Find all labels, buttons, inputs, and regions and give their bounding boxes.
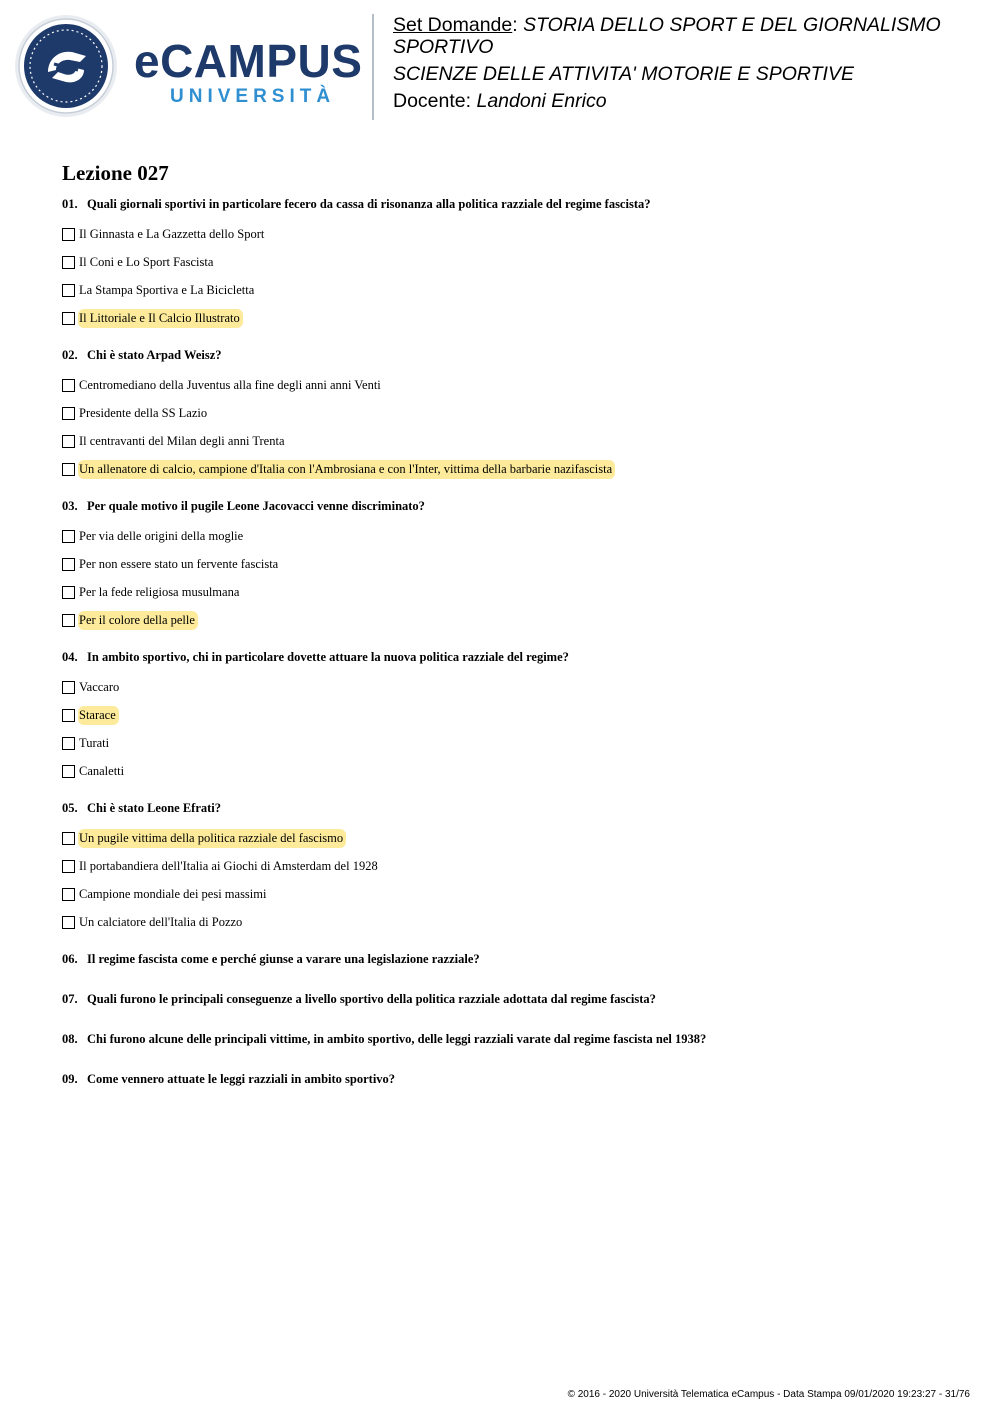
question-text: 05. Chi è stato Leone Efrati? (62, 801, 222, 815)
set-domande-line: Set Domande: STORIA DELLO SPORT E DEL GIORNALISMO SPORTIVO (393, 14, 941, 58)
option-label: Turati (79, 735, 110, 750)
checkbox[interactable] (62, 228, 75, 241)
option-label: Centromediano della Juventus alla fine degli anni anni Venti (79, 377, 381, 392)
question-04 (62, 647, 962, 785)
checkbox[interactable] (62, 558, 75, 571)
checkbox[interactable] (62, 256, 75, 269)
course-line (393, 63, 983, 85)
option-label: Per via delle origini della moglie (79, 528, 244, 543)
question-text: 01. Quali giornali sportivi in particolare fecero da cassa di risonanza alla politica razziale del regime fascista? (62, 197, 651, 211)
option-label: Il portabandiera dell'Italia ai Giochi di Amsterdam del 1928 (79, 858, 378, 873)
answer-option-correct[interactable] (62, 304, 962, 332)
page-footer: © 2016 - 2020 Università Telematica eCampus - Data Stampa 09/01/2020 19:23:27 - 31/76 (567, 1389, 970, 1400)
checkbox[interactable] (62, 832, 75, 845)
question-text: 04. In ambito sportivo, chi in particolare dovette attuare la nuova politica razziale del regime? (62, 650, 569, 664)
course-name: SCIENZE DELLE ATTIVITA' MOTORIE E SPORTIVE (393, 63, 854, 85)
question-text: 02. Chi è stato Arpad Weisz? (62, 348, 222, 362)
checkbox[interactable] (62, 407, 75, 420)
docente-line (393, 90, 983, 112)
open-question-06: 06. Il regime fascista come e perché giunse a varare una legislazione razziale? (62, 952, 480, 966)
option-label: Per non essere stato un fervente fascista (79, 556, 279, 571)
docente-label: Docente: (393, 90, 472, 112)
checkbox[interactable] (62, 284, 75, 297)
checkbox[interactable] (62, 586, 75, 599)
checkbox[interactable] (62, 312, 75, 325)
answer-option[interactable] (62, 220, 962, 248)
question-01 (62, 194, 962, 332)
answer-option-correct[interactable] (62, 455, 962, 483)
option-label: Campione mondiale dei pesi massimi (79, 886, 267, 901)
option-label: Presidente della SS Lazio (79, 405, 208, 420)
answer-option[interactable] (62, 729, 962, 757)
question-05 (62, 798, 962, 936)
answer-option[interactable] (62, 757, 962, 785)
lesson-title: Lezione 027 (62, 161, 169, 185)
answer-option[interactable] (62, 550, 962, 578)
answer-option[interactable] (62, 852, 962, 880)
option-label: Per la fede religiosa musulmana (79, 584, 240, 599)
checkbox[interactable] (62, 860, 75, 873)
option-label: Il Ginnasta e La Gazzetta dello Sport (79, 226, 265, 241)
answer-option[interactable] (62, 880, 962, 908)
ecampus-logo (14, 14, 363, 118)
checkbox[interactable] (62, 765, 75, 778)
set-label: Set Domande (393, 14, 513, 36)
answer-option-correct[interactable] (62, 701, 962, 729)
ecampus-wordmark (134, 35, 363, 108)
docente-name: Landoni Enrico (476, 90, 607, 112)
checkbox[interactable] (62, 614, 75, 627)
header-info (393, 14, 983, 117)
option-label: La Stampa Sportiva e La Bicicletta (79, 282, 255, 297)
answer-option[interactable] (62, 427, 962, 455)
answer-option[interactable] (62, 276, 962, 304)
checkbox[interactable] (62, 737, 75, 750)
option-label-highlighted: Starace (78, 706, 119, 725)
option-label-highlighted: Il Littoriale e Il Calcio Illustrato (78, 309, 243, 328)
header-divider (372, 14, 374, 120)
question-03 (62, 496, 962, 634)
option-label: Vaccaro (79, 679, 120, 694)
answer-option[interactable] (62, 578, 962, 606)
checkbox[interactable] (62, 888, 75, 901)
answer-option[interactable] (62, 673, 962, 701)
checkbox[interactable] (62, 709, 75, 722)
option-label: Un calciatore dell'Italia di Pozzo (79, 914, 243, 929)
set-title-line1: STORIA DELLO SPORT E DEL GIORNALISMO (523, 14, 941, 36)
option-label-highlighted: Per il colore della pelle (78, 611, 198, 630)
question-text: 03. Per quale motivo il pugile Leone Jacovacci venne discriminato? (62, 499, 425, 513)
logo-sub: UNIVERSITÀ (170, 86, 336, 107)
set-title-line2: SPORTIVO (393, 36, 494, 58)
answer-option-correct[interactable] (62, 606, 962, 634)
open-question-09: 09. Come vennero attuate le leggi razziali in ambito sportivo? (62, 1072, 396, 1086)
checkbox[interactable] (62, 681, 75, 694)
checkbox[interactable] (62, 916, 75, 929)
option-label-highlighted: Un allenatore di calcio, campione d'Italia con l'Ambrosiana e con l'Inter, vittima della barbarie nazifascista (78, 460, 615, 479)
answer-option[interactable] (62, 399, 962, 427)
answer-option[interactable] (62, 371, 962, 399)
checkbox[interactable] (62, 379, 75, 392)
checkbox[interactable] (62, 530, 75, 543)
answer-option[interactable] (62, 522, 962, 550)
answer-option[interactable] (62, 248, 962, 276)
answer-option[interactable] (62, 908, 962, 936)
question-02 (62, 345, 962, 483)
answer-option-correct[interactable] (62, 824, 962, 852)
option-label: Canaletti (79, 763, 125, 778)
open-question-07: 07. Quali furono le principali conseguenze a livello sportivo della politica razziale adottata dal regime fascista? (62, 992, 656, 1006)
option-label: Il centravanti del Milan degli anni Trenta (79, 433, 285, 448)
ecampus-seal-icon (14, 14, 118, 118)
question-list (62, 194, 962, 1109)
checkbox[interactable] (62, 435, 75, 448)
checkbox[interactable] (62, 463, 75, 476)
option-label: Il Coni e Lo Sport Fascista (79, 254, 214, 269)
option-label-highlighted: Un pugile vittima della politica razziale del fascismo (78, 829, 346, 848)
open-question-08: 08. Chi furono alcune delle principali vittime, in ambito sportivo, delle leggi razziali varate dal regime fascista nel 1938? (62, 1032, 707, 1046)
logo-brand: eCAMPUS (134, 35, 363, 87)
